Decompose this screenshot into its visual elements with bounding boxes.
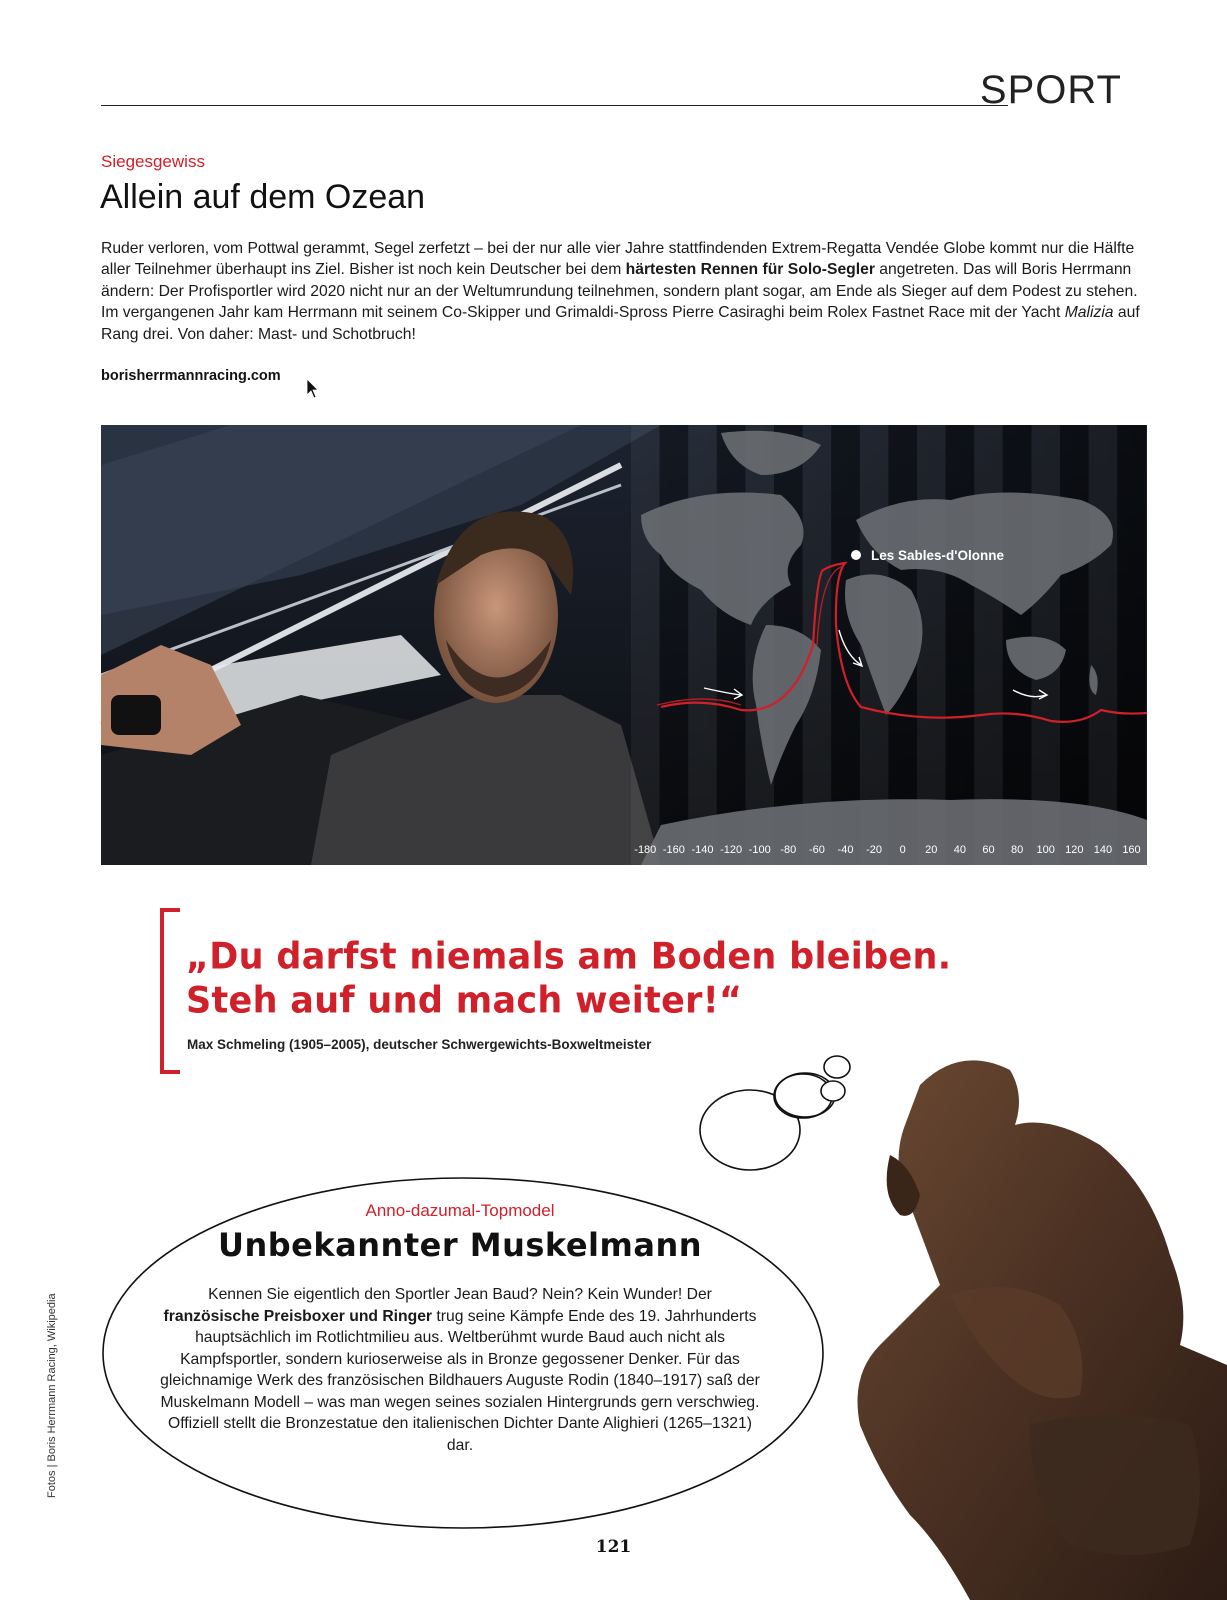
body-bold: härtesten Rennen für Solo-Segler (625, 261, 875, 279)
start-label: Les Sables-d'Olonne (871, 548, 1004, 563)
longitude-tick-label: -120 (720, 844, 743, 856)
bubble-body (160, 1284, 760, 1456)
body-part: angetreten. Das will Boris Herrmann ändern: Der Profisportler wird 2020 nicht nur an der Weltumrundung teilnehmen, sondern plant sogar, am Ende als Sieger auf dem Podest zu stehen. Im vergangenen Jahr kam Herrmann mit seinem Co-Skipper und Grimaldi-Spross Pierre Casiraghi beim Rolex Fastnet Race mit der Yacht (101, 261, 1138, 322)
longitude-band (660, 425, 689, 865)
website-link[interactable]: borisherrmannracing.com (101, 368, 281, 384)
article-body (101, 238, 1151, 345)
longitude-band (946, 425, 975, 865)
start-marker (851, 550, 861, 560)
photo-credit: Fotos | Boris Herrmann Racing, Wikipedia (46, 1293, 58, 1498)
longitude-tick-label: 100 (1036, 844, 1055, 856)
quote-source: Max Schmeling (1905–2005), deutscher Schwergewichts-Boxweltmeister (187, 1037, 652, 1052)
mouse-cursor-icon (306, 378, 318, 400)
longitude-tick-label: 0 (899, 844, 906, 856)
body-part: Kennen Sie eigentlich den Sportler Jean Baud? Nein? Kein Wunder! Der (208, 1286, 712, 1303)
longitude-band (1060, 425, 1089, 865)
page-number: 121 (595, 1537, 632, 1557)
thinker-statue (850, 1045, 1227, 1600)
longitude-tick-label: -180 (634, 844, 657, 856)
small-bubble (818, 1078, 848, 1104)
article-kicker: Siegesgewiss (101, 152, 205, 171)
longitude-tick-label: 60 (982, 844, 995, 856)
quote-line: „Du darfst niemals am Boden bleiben. (186, 936, 952, 979)
quote-bracket (160, 908, 180, 1074)
longitude-band (831, 425, 860, 865)
section-label: SPORT (979, 68, 1122, 112)
longitude-tick-label: -20 (866, 844, 883, 856)
body-part: Ruder verloren, vom Pottwal gerammt, Segel zerfetzt – bei der nur alle vier Jahre stattfindenden Extrem-Regatta Vendée Globe kommt nur die Hälfte aller Teilnehmer überhaupt ins Ziel. Bisher ist noch kein Deutscher bei dem (101, 240, 1135, 279)
article-headline: Allein auf dem Ozean (100, 178, 426, 216)
longitude-band (688, 425, 717, 865)
longitude-band (1146, 425, 1175, 865)
body-bold: französische Preisboxer und Ringer (163, 1307, 433, 1325)
longitude-tick-label: 80 (1010, 844, 1024, 856)
longitude-band (631, 425, 660, 865)
longitude-tick-label: 180 (1150, 844, 1170, 856)
longitude-band (717, 425, 746, 865)
longitude-tick-label: -80 (780, 844, 797, 856)
header-rule (101, 105, 1008, 106)
longitude-tick-label: -140 (691, 844, 714, 856)
body-part: auf Rang drei. Von daher: Mast- und Schotbruch! (101, 304, 1140, 343)
bubble-headline: Unbekannter Muskelmann (218, 1226, 702, 1264)
longitude-band (974, 425, 1003, 865)
bubble-kicker: Anno-dazumal-Topmodel (365, 1201, 555, 1220)
longitude-band (1089, 425, 1118, 865)
longitude-tick-label: -60 (808, 844, 825, 856)
longitude-tick-label: -40 (837, 844, 854, 856)
longitude-tick-label: 40 (953, 844, 967, 856)
quote-line: Steh auf und mach weiter!“ (186, 980, 743, 1023)
longitude-tick-label: 160 (1122, 844, 1141, 856)
longitude-tick-label: 20 (925, 844, 938, 856)
longitude-band (1117, 425, 1146, 865)
sailor-photo-map (101, 425, 1170, 865)
route-map (101, 425, 1170, 865)
yacht-name: Malizia (1064, 304, 1114, 322)
longitude-tick-label: -100 (748, 844, 771, 856)
body-part: trug seine Kämpfe Ende des 19. Jahrhunderts hauptsächlich im Rotlichtmilieu aus. Weltberühmt wurde Baud auch nicht als Kampfsportler, sondern kurioserweise als in Bronze gegossener Denker. Für das gleichnamige Werk des französischen Bildhauers Auguste Rodin (1840–1917) saß der Muskelmann Modell – was man wegen seines sozialen Hintergrunds gern verschwieg. Offiziell stellt die Bronzestatue den italienischen Dichter Dante Alighieri (1265–1321) dar. (160, 1307, 760, 1454)
longitude-tick-label: 140 (1093, 844, 1113, 856)
longitude-tick-label: -160 (662, 844, 685, 856)
quote-text (186, 935, 951, 1023)
longitude-tick-label: 120 (1065, 844, 1084, 856)
